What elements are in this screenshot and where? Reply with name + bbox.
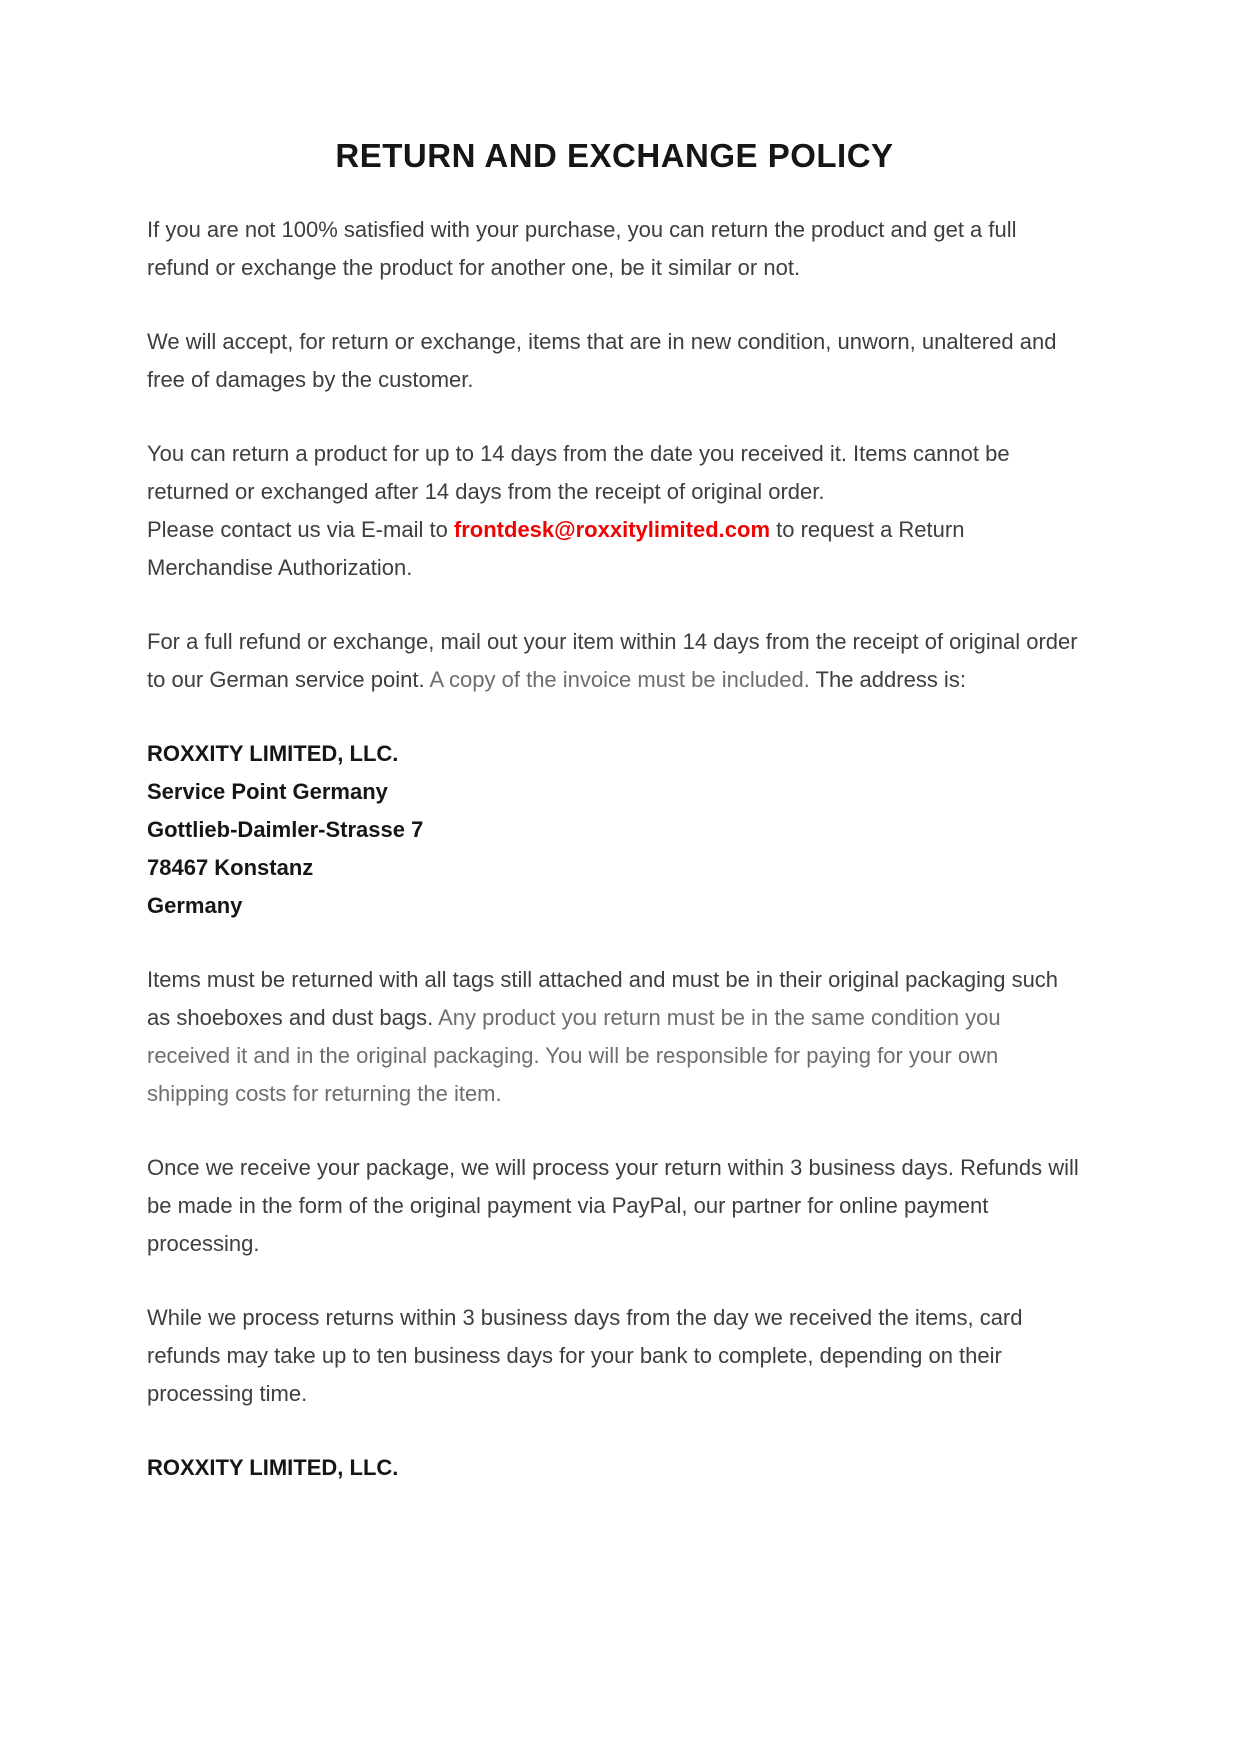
service-point-address <box>147 735 1082 925</box>
refund-instructions-text: For a full refund or exchange, mail out your item within 14 days from the receipt of original order to our German service point. <box>147 629 1078 692</box>
paragraph-processing <box>147 1149 1082 1263</box>
address-intro-text: The address is: <box>815 667 966 692</box>
return-window-text: You can return a product for up to 14 days from the date you received it. Items cannot be returned or exchanged after 14 days from the receipt of original order. <box>147 441 1010 504</box>
invoice-note-text: A copy of the invoice must be included. <box>429 667 816 692</box>
paragraph-condition <box>147 323 1082 399</box>
packaging-note-text: Any product you return must be in the same condition you received it and in the original packaging. You will be responsible for paying for your own shipping costs for returning the item. <box>147 1005 1001 1106</box>
card-refunds-text: While we process returns within 3 business days from the day we received the items, card refunds may take up to ten business days for your bank to complete, depending on their processing time. <box>147 1305 1023 1406</box>
signature-company <box>147 1449 1082 1487</box>
paragraph-intro <box>147 211 1082 287</box>
address-service-point: Service Point Germany <box>147 779 388 804</box>
address-street: Gottlieb-Daimler-Strasse 7 <box>147 817 424 842</box>
signature-text: ROXXITY LIMITED, LLC. <box>147 1455 399 1480</box>
paragraph-refund-instructions <box>147 623 1082 699</box>
paragraph-return-window <box>147 435 1082 587</box>
paragraph-condition-text: We will accept, for return or exchange, items that are in new condition, unworn, unaltered and free of damages by the customer. <box>147 329 1057 392</box>
address-postal-city: 78467 Konstanz <box>147 855 314 880</box>
email-link[interactable]: frontdesk@roxxitylimited.com <box>453 517 770 542</box>
page-title: RETURN AND EXCHANGE POLICY <box>335 137 894 174</box>
address-country: Germany <box>147 893 243 918</box>
paragraph-card-refunds <box>147 1299 1082 1413</box>
contact-suffix-text: to request a Return Merchandise Authorization. <box>147 517 965 580</box>
address-company: ROXXITY LIMITED, LLC. <box>147 741 399 766</box>
contact-prefix-text: Please contact us via E-mail to <box>147 517 454 542</box>
paragraph-intro-text: If you are not 100% satisfied with your purchase, you can return the product and get a full refund or exchange the product for another one, be it similar or not. <box>147 217 1017 280</box>
packaging-text: Items must be returned with all tags still attached and must be in their original packaging such as shoeboxes and dust bags. <box>147 967 1059 1030</box>
processing-text: Once we receive your package, we will process your return within 3 business days. Refunds will be made in the form of the original payment via PayPal, our partner for online payment processing. <box>147 1155 1079 1256</box>
paragraph-packaging <box>147 961 1082 1113</box>
